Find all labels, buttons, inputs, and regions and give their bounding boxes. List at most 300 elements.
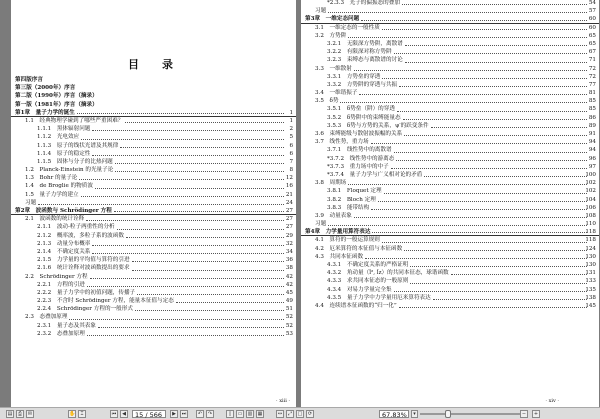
toc-entry-text: 3.8.3 能带结构 [327,204,370,211]
toc-leader-dots [394,152,587,153]
toc-entry-text: 4.2 厄米算符的本征值与本征函数 [315,245,403,252]
toc-leader-dots [90,278,284,279]
zoom-slider-handle[interactable] [445,410,451,418]
toc-entry-text: 1.1 经典物理学碰到了哪些严重困难？ [25,117,124,124]
toc-page-number: 89 [588,122,596,129]
toc-entry-text: 1.1.4 原子的稳定性 [37,150,91,157]
toc-entry[interactable] [301,32,599,40]
toc-page-number: 27 [285,208,293,214]
toc-page-number: 72 [588,73,596,80]
toc-entry[interactable] [301,236,599,244]
toc-leader-dots [405,45,587,46]
toc-entry[interactable] [11,142,296,150]
single-page-icon[interactable]: ▯ [226,410,234,418]
toc-entry[interactable] [11,240,296,248]
toc-leader-dots [92,245,284,246]
select-tool-icon[interactable]: ⌶ [78,410,86,418]
toc-page-number: 130 [585,253,596,260]
zoom-dropdown-icon[interactable]: ▾ [411,410,418,418]
toc-page-number: 145 [585,302,596,309]
toc-page-number: 102 [585,180,596,187]
toc-entry[interactable] [301,179,599,187]
toc-page-number: 135 [585,286,596,293]
toc-page-number: 118 [585,237,596,244]
toc-leader-dots [397,111,587,112]
zoom-in-icon[interactable]: + [533,411,539,417]
toc-leader-dots [410,266,587,267]
toc-leader-dots [372,232,587,233]
toc-page-number: 54 [588,0,596,6]
toc-page-number: 1 [289,117,293,124]
actual-size-icon[interactable]: □ [297,411,303,417]
toc-entry-text: 习题 [315,221,327,228]
toc-entry[interactable] [301,245,599,253]
toc-leader-dots [92,155,284,156]
toc-entry-text: 3.1 一维定态的一般性质 [315,24,380,31]
toc-page-number: 52 [285,322,293,329]
toc-page-number: 8 [289,167,293,174]
toc-entry[interactable] [301,269,599,277]
toc-leader-dots [328,225,587,226]
toc-page-number: 5 [289,134,293,141]
toc-entry-text: 3.7 线性势，重力场 [315,139,369,146]
first-page-icon[interactable]: ⏮ [111,411,117,417]
toc-entry[interactable] [11,215,296,223]
toc-leader-dots [87,335,284,336]
toc-entry[interactable] [301,204,599,212]
save-icon[interactable]: ▤ [7,411,13,417]
toc-entry[interactable] [11,273,296,281]
toc-entry-text: 第4章 力学量用算符表达 [305,229,371,236]
toc-entry[interactable] [11,150,296,158]
toc-leader-dots [117,229,284,230]
toc-page-number: 60 [588,16,596,23]
toc-entry[interactable] [301,114,599,122]
toc-leader-dots [92,130,284,131]
toc-entry[interactable] [11,92,296,100]
toc-entry-text: 1.2 Planck-Einstein 的光量子论 [25,167,114,174]
toc-entry[interactable] [301,261,599,269]
toc-entry-text: 2.1.1 波动-粒子两重性的分析 [37,224,115,231]
toc-page-number: 77 [588,81,596,88]
toc-leader-dots [403,119,587,120]
toc-page-number: 85 [588,106,596,113]
toc-leader-dots [399,86,587,87]
zoom-slider[interactable] [420,413,520,415]
zoom-out-icon[interactable]: − [521,411,527,417]
rotate-icon[interactable]: ⟳ [307,411,313,417]
toc-entry-text: 2.1.6 统计诠释对波函数提出的要求 [37,265,130,272]
toc-entry[interactable] [11,248,296,256]
toc-entry[interactable] [301,0,599,7]
pdf-toolbar [0,407,600,419]
toc-leader-dots [382,78,587,79]
toc-entry-text: 3.7.1 线性势中的离散谱 [327,147,392,154]
two-page-continuous-icon[interactable]: ▦ [257,411,263,417]
toc-entry-text: 2.2.4 Schrödinger 方程的一般形式 [37,306,133,313]
toc-entry-text: 1.5 量子力学的建立 [25,191,79,198]
toc-entry[interactable] [301,122,599,130]
pdf-page-left [11,0,296,407]
toc-entry-text: 3.8.2 Bloch 定理 [327,196,376,203]
toc-entry[interactable] [301,81,599,89]
toc-page-number: 12 [285,175,293,182]
toc-entry[interactable] [301,220,599,228]
toc-entry[interactable] [11,84,296,92]
toc-page-number: 106 [585,204,596,211]
toc-entry[interactable] [301,7,599,15]
toc-entry[interactable] [301,253,599,261]
toc-leader-dots [137,294,284,295]
toc-entry[interactable] [301,48,599,56]
toc-page-number: 36 [285,257,293,264]
toc-page-number: 6 [289,150,293,157]
toc-entry-text: 3.3.2 方势阱的穿透与共振 [327,81,398,88]
toc-entry-text: 3.3.1 方势垒的穿透 [327,73,381,80]
print-icon[interactable]: ⎙ [17,411,22,417]
toc-leader-dots [378,201,587,202]
toc-entry-text: 第二版（1990年）序言（摘录） [15,93,98,100]
toc-page-number: 65 [588,40,596,47]
toc-page-number: 118 [585,229,596,236]
toc-page-number: 38 [285,265,293,272]
toc-page-number: 102 [585,188,596,195]
toc-leader-dots [77,113,284,114]
toc-leader-dots [81,139,284,140]
fit-width-icon[interactable]: ↔ [277,411,283,417]
toc-entry-text: 3.5.1 δ势垒（阱）的穿透 [327,106,395,113]
toc-entry[interactable] [301,212,599,220]
toc-entry-text: 4.3.1 不确定度关系的严格证明 [327,262,409,268]
continuous-icon[interactable]: ▭ [237,411,243,417]
toc-entry[interactable] [11,256,296,264]
toc-entry[interactable] [11,158,296,166]
toc-leader-dots [433,299,587,300]
toc-page-number: 110 [585,221,596,228]
toc-page-number: 7 [289,158,293,165]
email-icon[interactable]: ✉ [27,411,33,417]
toc-entry[interactable] [301,171,599,179]
toc-entry-text: 3.4 一维谐振子 [315,90,358,97]
page-footer-left: · xiii · [276,398,290,404]
toc-entry-text: *3.7.3 重力场中的中子 [327,163,389,170]
zoom-input[interactable]: 67.83% [379,410,409,418]
toc-page-number: 60 [588,24,596,31]
toc-entry[interactable] [11,305,296,313]
toc-leader-dots [114,211,284,212]
toc-entry-text: 2.1.2 概率波，多粒子系的波函数 [37,232,124,239]
toc-entry-text: 4.4 连续谱本征函数的“归一化” [315,302,397,309]
toc-entry-text: 1.1.2 光电效应 [37,134,80,141]
toc-entry-text: 4.3.3 求共同本征态的一般原则 [327,278,409,285]
toc-page-number: 21 [285,191,293,198]
toc-entry[interactable] [301,302,599,310]
toc-leader-dots [125,122,284,123]
toc-entry[interactable] [11,313,296,321]
toc-page-number: 42 [285,273,293,280]
toc-leader-dots [371,209,587,210]
toc-leader-dots [132,261,284,262]
toc-page-number: 42 [285,281,293,288]
toc-entry-text: 1.1.5 固体与分子的比热问题 [37,158,113,165]
toc-entry-text: 3.5 δ势 [315,98,339,105]
toc-entry-text: 2.2.1 方程的引进 [37,281,85,288]
toc-entry-text: 2.1.3 动量分布概率 [37,240,91,247]
toc-leader-dots [354,217,587,218]
toc-entry[interactable] [11,297,296,305]
toc-entry-text: 第一版（1981年）序言（摘录） [15,101,98,108]
next-page-icon[interactable]: ▶ [170,410,178,418]
toc-page-number: 96 [588,155,596,162]
toc-leader-dots [92,253,284,254]
toc-leader-dots [98,327,284,328]
toc-entry-text: *3.7.4 量子力学与广义相对论的矛盾 [327,171,423,178]
toc-entry-text: 2.2.2 量子力学中的初值问题，传播子 [37,289,136,296]
toc-entry-text: 3.6 束缚能级与散射波振幅的关系 [315,131,403,137]
toc-leader-dots [176,302,284,303]
toc-leader-dots [348,184,587,185]
toc-entry-text: 2.3.1 量子态及其表象 [37,322,96,329]
toc-leader-dots [399,307,587,308]
toc-page-number: 130 [585,262,596,268]
toc-page-number: 94 [588,139,596,146]
toc-leader-dots [359,94,587,95]
prev-page-icon[interactable]: ◀ [120,410,128,418]
toc-entry-text: 3.5.3 δ势与方势的关系，ψ′的跃变条件 [327,122,429,129]
toc-entry[interactable] [11,101,296,109]
toc-leader-dots [354,70,587,71]
toc-entry[interactable] [301,56,599,64]
toc-page-number: 85 [588,98,596,105]
toc-leader-dots [410,283,587,284]
toc-entry[interactable] [301,89,599,97]
toc-leader-dots [69,319,284,320]
toc-page-number: 53 [285,330,293,337]
toc-entry-text: 第四版序言 [15,77,43,83]
fit-page-icon[interactable]: ⤢ [287,411,292,417]
toc-page-number: 91 [588,131,596,137]
toc-page-number: 51 [285,306,293,313]
toc-page-number: 104 [585,196,596,203]
toc-page-number: 29 [285,232,293,239]
toc-entry-text: 2.1.5 力学量的平均值与算符的引进 [37,257,130,264]
toc-entry[interactable] [301,146,599,154]
toc-entry-text: 3.9 动量表象 [315,212,352,219]
toc-entry-text: 3.8.1 Floquet 定理 [327,188,382,195]
page-number-input[interactable]: 15 / 566 [132,410,166,418]
toc-leader-dots [394,53,587,54]
forward-icon[interactable]: ↷ [207,411,213,417]
toc-entry-text: 4.3.5 量子力学中力学量用厄米算符表达 [327,294,431,301]
toc-leader-dots [384,193,587,194]
toc-entry[interactable] [11,199,296,207]
toc-entry[interactable] [11,232,296,240]
toc-leader-dots [402,4,587,5]
hand-tool-icon[interactable]: ✋ [69,411,76,417]
toc-entry[interactable] [11,182,296,190]
toc-entry[interactable] [11,174,296,182]
toc-entry-text: 3.2.1 无限深方势阱，离散谱 [327,40,403,47]
toc-leader-dots [396,160,587,161]
toc-leader-dots [404,135,587,136]
toc-entry[interactable] [301,196,599,204]
toc-page-number: 49 [285,298,293,305]
toc-entry-text: 习题 [315,8,327,15]
toc-leader-dots [431,127,587,128]
toc-page-number: 72 [588,65,596,72]
toc-entry-text: 2.3.2 态叠加原理 [37,330,85,337]
toc-page-number: 86 [588,114,596,121]
toc-leader-dots [451,274,587,275]
toc-chapter-entry[interactable] [301,15,599,23]
toc-leader-dots [382,29,587,30]
toc-leader-dots [135,310,284,311]
toc-title: 目 录 [128,58,179,71]
toc-entry[interactable] [11,281,296,289]
toc-leader-dots [115,171,284,172]
toc-leader-dots [126,237,284,238]
toc-entry[interactable] [301,73,599,81]
toc-page-number: 131 [585,270,596,277]
toc-leader-dots [371,143,587,144]
two-page-icon[interactable]: ▥ [247,411,253,417]
toc-page-number: 2 [289,126,293,133]
toc-entry[interactable] [301,105,599,113]
toc-page-number: 34 [285,248,293,255]
toc-entry[interactable] [11,76,296,84]
toc-leader-dots [405,62,587,63]
toc-entry-text: 第3章 一维定态问题 [305,16,360,23]
toc-list-left [11,76,296,338]
toc-entry-text: 4.3.4 对易力学量完全集 [327,286,392,293]
toc-entry[interactable] [11,125,296,133]
toc-entry-text: 3.3 一维散射 [315,65,352,72]
toc-entry[interactable] [301,277,599,285]
toc-page-number: 94 [588,147,596,154]
toc-entry-text: 3.8 周期场 [315,180,347,187]
back-icon[interactable]: ↶ [197,411,203,417]
toc-page-number: 124 [585,245,596,252]
toc-page-number: 27 [285,224,293,231]
toc-entry-text: *3.7.2 线性势中的游离态 [327,155,395,162]
toc-chapter-entry[interactable] [11,109,296,117]
toc-page-number: 6 [289,142,293,149]
toc-leader-dots [120,147,284,148]
toc-page-number: 32 [285,240,293,247]
toc-chapter-entry[interactable] [11,207,296,215]
toc-entry-text: 4.1 算符的一般运算规则 [315,237,380,244]
toc-entry[interactable] [11,264,296,272]
toc-page-number: 24 [285,199,293,206]
toc-leader-dots [95,188,284,189]
toc-entry[interactable] [11,322,296,330]
last-page-icon[interactable]: ⏭ [181,411,187,417]
toc-leader-dots [382,242,587,243]
toc-entry[interactable] [301,294,599,302]
toc-entry-text: 3.2 方势阱 [315,32,347,39]
pdf-page-right [301,0,599,407]
toc-entry-text: 习题 [25,199,37,206]
toc-page-number: 27 [285,216,293,223]
toc-entry[interactable] [301,130,599,138]
toc-entry[interactable] [11,117,296,125]
toc-entry-text: 2.2 Schrödinger 方程 [25,273,88,280]
toc-entry[interactable] [11,191,296,199]
toc-entry-text: 1.1.1 黑体辐射问题 [37,126,91,133]
toc-page-number: 108 [585,212,596,219]
toc-entry-text: 第三版（2000年）序言 [15,85,76,92]
toc-leader-dots [132,270,284,271]
toc-entry[interactable] [301,286,599,294]
toc-entry[interactable] [301,24,599,32]
toc-entry[interactable] [11,289,296,297]
toc-page-number: 81 [588,90,596,97]
toc-leader-dots [328,12,587,13]
page-footer-right: · xiv · [545,398,559,404]
toc-page-number: 1 [289,109,293,116]
toc-entry-text: 3.2.3 束缚态与离散谱的讨论 [327,57,403,64]
toc-leader-dots [424,176,587,177]
toc-page-number: 133 [585,278,596,285]
toc-leader-dots [81,196,284,197]
toc-entry-text: 1.4 de Broglie 的物质波 [25,183,93,190]
toc-entry-text: 2.1 波函数的统计诠释 [25,216,85,223]
toc-list-right [301,0,599,310]
toc-entry-text: 第1章 量子力学的诞生 [15,109,75,116]
toc-page-number: 16 [285,183,293,190]
toc-page-number: 100 [585,171,596,178]
toc-entry[interactable] [301,97,599,105]
toc-entry[interactable] [301,155,599,163]
toc-entry[interactable] [11,330,296,338]
toc-leader-dots [79,179,284,180]
toc-entry[interactable] [301,163,599,171]
toc-leader-dots [391,168,587,169]
toc-leader-dots [340,102,587,103]
toc-chapter-entry[interactable] [301,228,599,236]
toc-leader-dots [361,20,587,21]
toc-entry[interactable] [301,138,599,146]
toc-page-number: 67 [588,49,596,56]
toc-leader-dots [86,220,284,221]
toc-entry-text: 2.2.3 不含时 Schrödinger 方程，能量本征值与定态 [37,298,174,305]
toc-entry-text: 2.3 态叠加原理 [25,314,68,321]
toc-entry[interactable] [301,65,599,73]
toc-entry[interactable] [11,223,296,231]
toc-entry[interactable] [301,40,599,48]
toc-page-number: 71 [588,57,596,64]
toc-entry[interactable] [11,133,296,141]
toc-leader-dots [394,291,587,292]
toc-entry-text: 1.1.3 原子的线状光谱及其规律 [37,142,119,149]
toc-entry[interactable] [11,166,296,174]
toc-entry-text: 4.3 共同本征函数 [315,253,364,260]
toc-page-number: 45 [285,289,293,296]
toc-entry-text: 第2章 波函数与 Schrödinger 方程 [15,208,112,214]
toc-page-number: 138 [585,294,596,301]
toc-page-number: 65 [588,32,596,39]
toc-entry-text: 1.3 Bohr 的量子论 [25,175,78,182]
toc-entry-text: 4.3.2 角动量（l̂², l̂z）的共同本征态，球谐函数 [327,270,449,277]
toc-entry-text: *2.3.3 光子的偏振态的叠加 [327,0,400,6]
toc-leader-dots [404,250,587,251]
toc-entry[interactable] [301,187,599,195]
toc-entry-text: 2.1.4 不确定度关系 [37,248,91,255]
toc-leader-dots [365,258,587,259]
toc-entry-text: 3.5.2 δ势阱中的束缚能量态 [327,114,401,121]
toc-leader-dots [348,37,587,38]
toc-leader-dots [115,163,284,164]
